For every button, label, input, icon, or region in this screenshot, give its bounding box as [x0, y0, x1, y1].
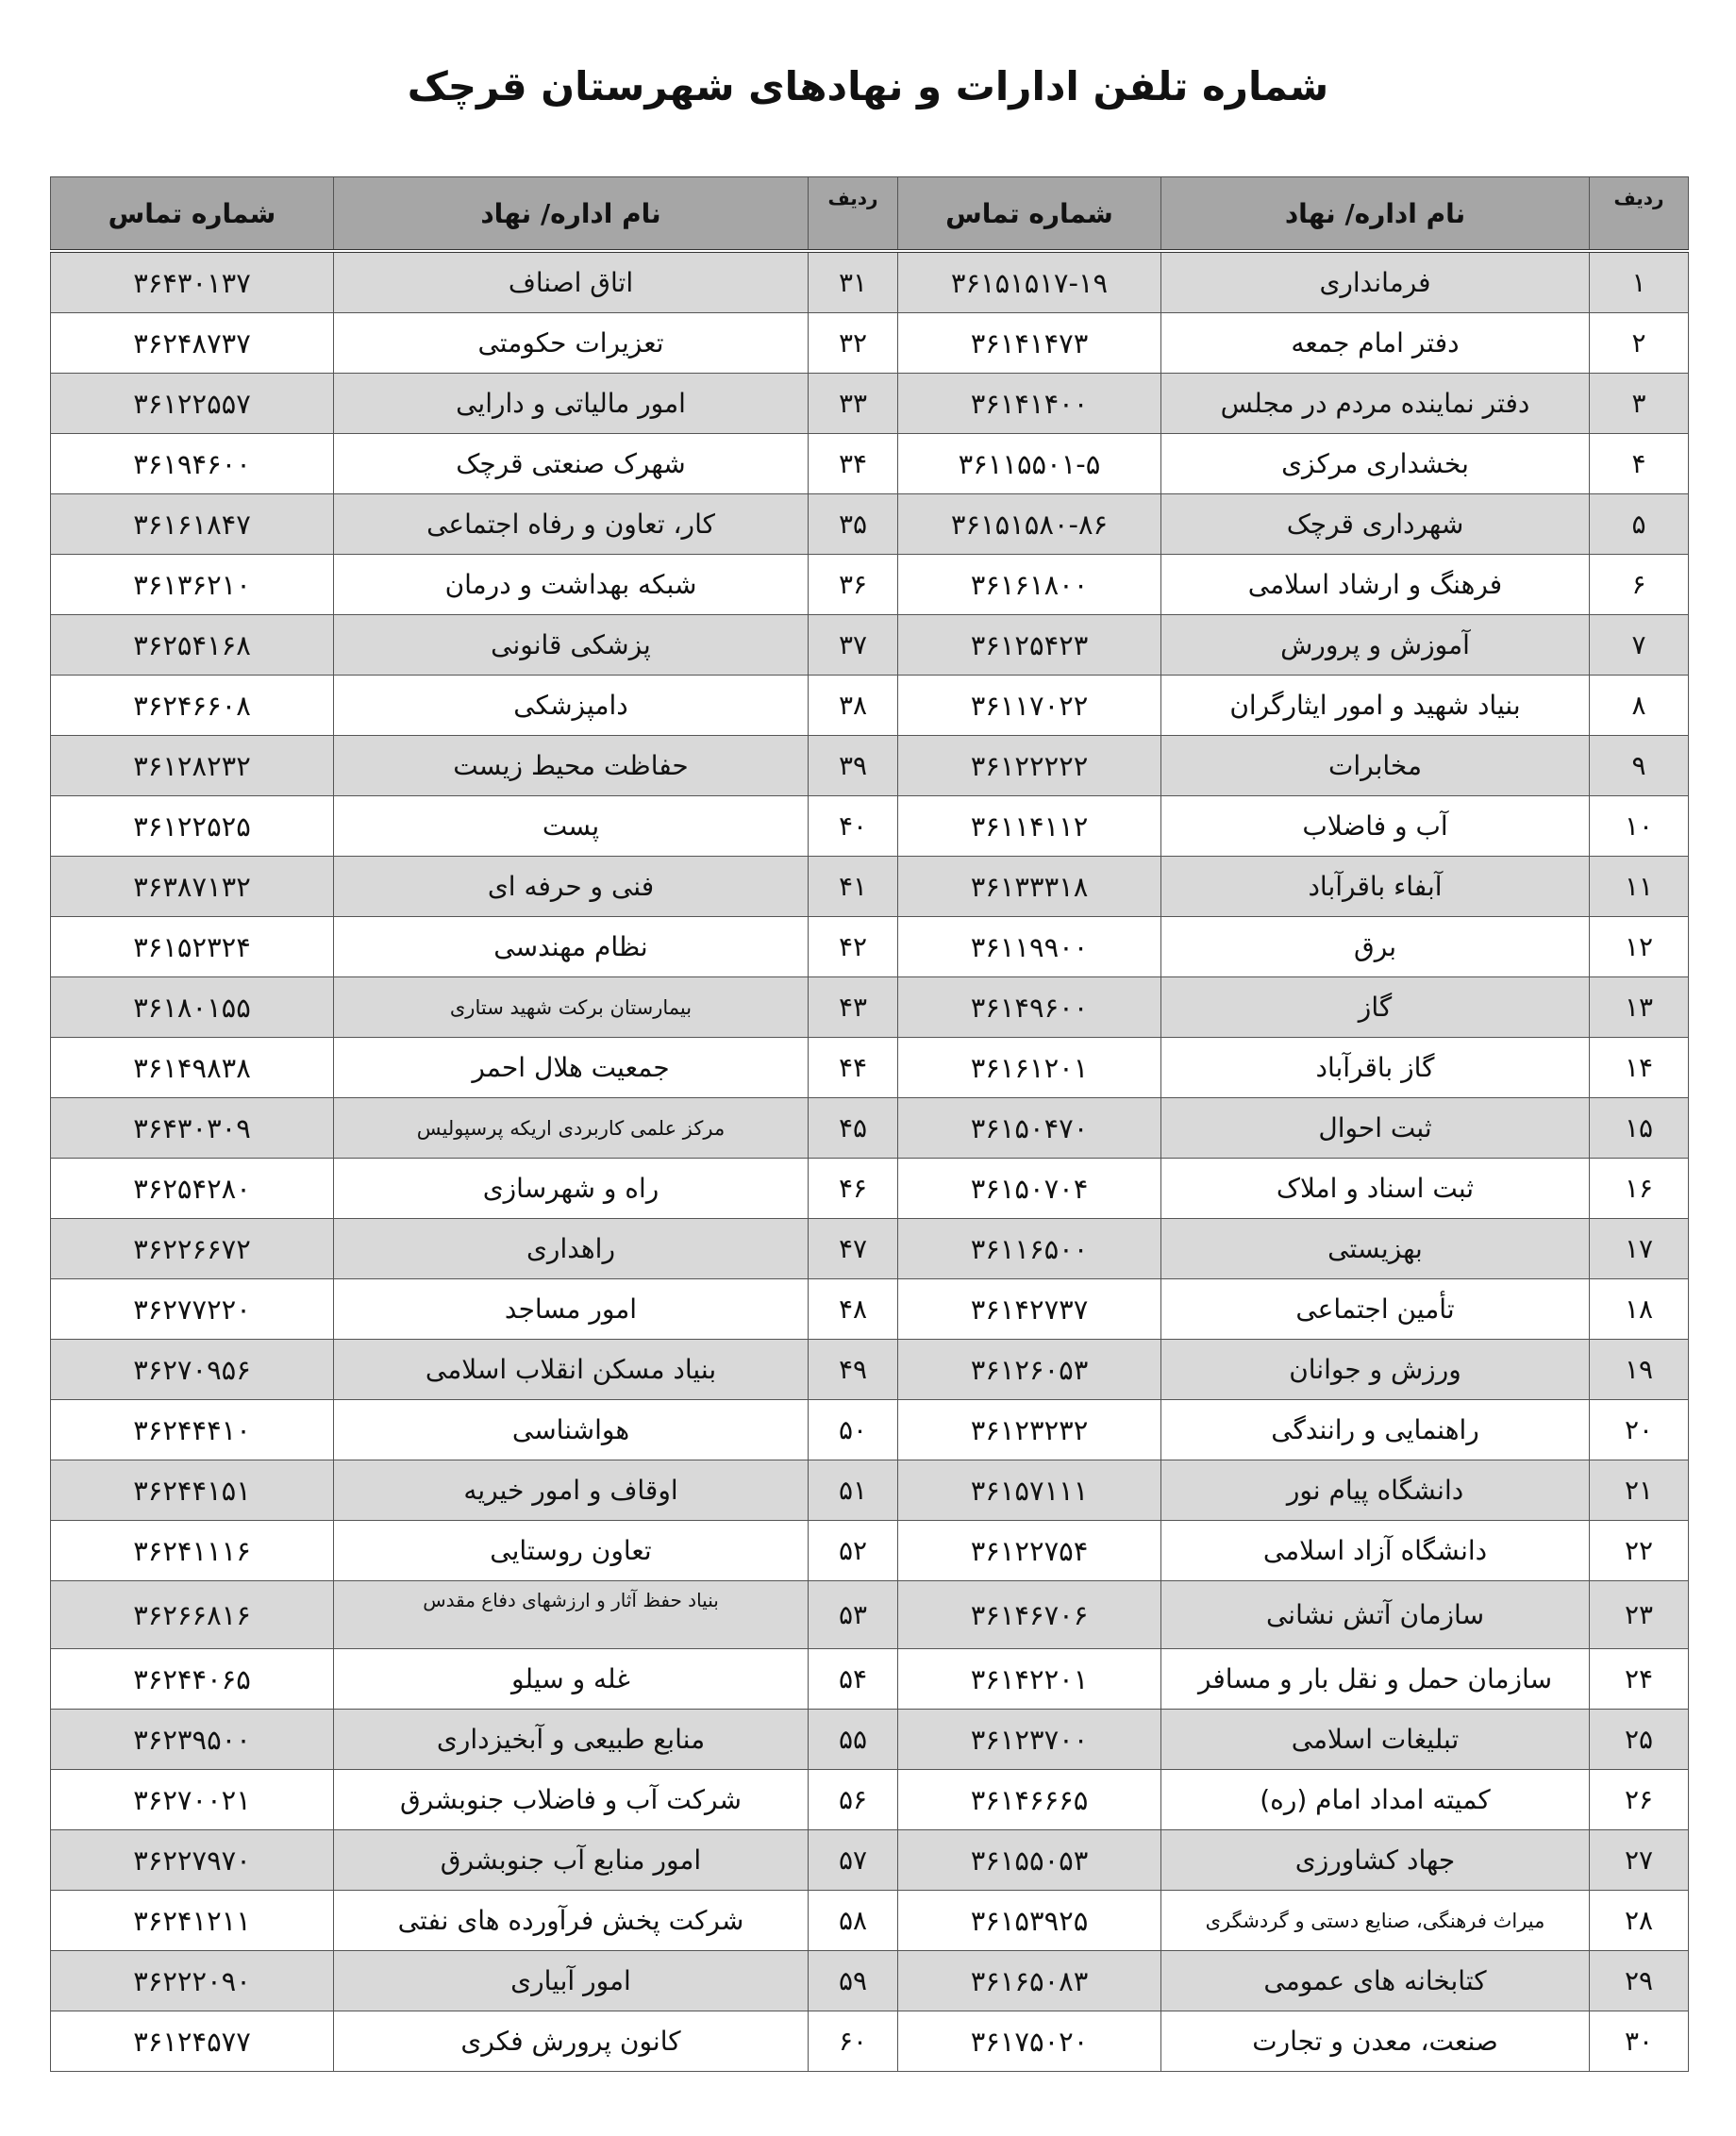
office-name-cell: بهزیستی [1161, 1219, 1590, 1279]
row-index-cell: ۸ [1590, 676, 1689, 736]
row-index-cell: ۵۵ [809, 1710, 898, 1770]
header-name-2: نام اداره/ نهاد [334, 177, 809, 252]
office-name-cell: گاز [1161, 977, 1590, 1038]
table-row [51, 251, 1689, 313]
phone-number-cell: ۳۶۱۲۵۴۲۳ [898, 615, 1161, 676]
row-index-cell: ۳۴ [809, 434, 898, 494]
phone-number-cell: ۳۶۱۵۵۰۵۳ [898, 1830, 1161, 1891]
table-row [51, 1770, 1689, 1830]
row-index-cell: ۳۰ [1590, 2011, 1689, 2072]
office-name-cell: دفتر نماینده مردم در مجلس [1161, 374, 1590, 434]
phone-number-cell: ۳۶۲۴۴۴۱۰ [51, 1400, 334, 1460]
row-index-cell: ۴۳ [809, 977, 898, 1038]
row-index-cell: ۴۴ [809, 1038, 898, 1098]
office-name-cell: آب و فاضلاب [1161, 796, 1590, 857]
office-name-cell: سازمان حمل و نقل بار و مسافر [1161, 1649, 1590, 1710]
office-name-cell: بیمارستان برکت شهید ستاری [334, 977, 809, 1038]
office-name-cell: آبفاء باقرآباد [1161, 857, 1590, 917]
office-name-cell: تعزیرات حکومتی [334, 313, 809, 374]
phone-number-cell: ۳۶۱۵۲۳۲۴ [51, 917, 334, 977]
phone-number-cell: ۳۶۱۵۱۵۱۷-۱۹ [898, 251, 1161, 313]
table-row [51, 1038, 1689, 1098]
row-index-cell: ۴۲ [809, 917, 898, 977]
row-index-cell: ۴۵ [809, 1098, 898, 1159]
phone-number-cell: ۳۶۱۲۳۷۰۰ [898, 1710, 1161, 1770]
row-index-cell: ۳۷ [809, 615, 898, 676]
office-name-cell: کار، تعاون و رفاه اجتماعی [334, 494, 809, 555]
row-index-cell: ۳۸ [809, 676, 898, 736]
phone-number-cell: ۳۶۲۲۲۰۹۰ [51, 1951, 334, 2011]
office-name-cell: شبکه بهداشت و درمان [334, 555, 809, 615]
office-name-cell: پست [334, 796, 809, 857]
phone-number-cell: ۳۶۱۵۷۱۱۱ [898, 1460, 1161, 1521]
row-index-cell: ۱۲ [1590, 917, 1689, 977]
phone-number-cell: ۳۶۱۸۰۱۵۵ [51, 977, 334, 1038]
office-name-cell: سازمان آتش نشانی [1161, 1581, 1590, 1649]
office-name-cell: برق [1161, 917, 1590, 977]
office-name-cell: امور مالیاتی و دارایی [334, 374, 809, 434]
header-index-2: ردیف [809, 177, 898, 252]
office-name-cell: بخشداری مرکزی [1161, 434, 1590, 494]
row-index-cell: ۹ [1590, 736, 1689, 796]
row-index-cell: ۱ [1590, 251, 1689, 313]
row-index-cell: ۴۹ [809, 1340, 898, 1400]
office-name-cell: فرمانداری [1161, 251, 1590, 313]
row-index-cell: ۵۹ [809, 1951, 898, 2011]
table-row [51, 796, 1689, 857]
office-name-cell: کتابخانه های عمومی [1161, 1951, 1590, 2011]
office-name-cell: صنعت، معدن و تجارت [1161, 2011, 1590, 2072]
row-index-cell: ۴۶ [809, 1159, 898, 1219]
row-index-cell: ۱۶ [1590, 1159, 1689, 1219]
table-row [51, 494, 1689, 555]
office-name-cell: راهداری [334, 1219, 809, 1279]
row-index-cell: ۷ [1590, 615, 1689, 676]
phone-number-cell: ۳۶۲۷۷۲۲۰ [51, 1279, 334, 1340]
phone-number-cell: ۳۶۱۶۵۰۸۳ [898, 1951, 1161, 2011]
office-name-cell: غله و سیلو [334, 1649, 809, 1710]
table-row [51, 313, 1689, 374]
row-index-cell: ۴ [1590, 434, 1689, 494]
row-index-cell: ۳۱ [809, 251, 898, 313]
row-index-cell: ۲۲ [1590, 1521, 1689, 1581]
row-index-cell: ۳۳ [809, 374, 898, 434]
phone-number-cell: ۳۶۲۵۴۱۶۸ [51, 615, 334, 676]
row-index-cell: ۵ [1590, 494, 1689, 555]
office-name-cell: شهرک صنعتی قرچک [334, 434, 809, 494]
table-row [51, 615, 1689, 676]
table-row [51, 555, 1689, 615]
phone-number-cell: ۳۶۱۴۹۸۳۸ [51, 1038, 334, 1098]
phone-number-cell: ۳۶۲۷۰۰۲۱ [51, 1770, 334, 1830]
table-row [51, 917, 1689, 977]
office-name-cell: دانشگاه پیام نور [1161, 1460, 1590, 1521]
row-index-cell: ۵۲ [809, 1521, 898, 1581]
row-index-cell: ۲۷ [1590, 1830, 1689, 1891]
phone-number-cell: ۳۶۱۴۹۶۰۰ [898, 977, 1161, 1038]
office-name-cell: اوقاف و امور خیریه [334, 1460, 809, 1521]
phone-number-cell: ۳۶۲۴۴۱۵۱ [51, 1460, 334, 1521]
table-row [51, 1279, 1689, 1340]
row-index-cell: ۱۰ [1590, 796, 1689, 857]
table-row [51, 977, 1689, 1038]
phone-number-cell: ۳۶۱۴۲۷۳۷ [898, 1279, 1161, 1340]
office-name-cell: تبلیغات اسلامی [1161, 1710, 1590, 1770]
phone-number-cell: ۳۶۲۲۷۹۷۰ [51, 1830, 334, 1891]
office-name-cell: امور آبیاری [334, 1951, 809, 2011]
row-index-cell: ۵۳ [809, 1581, 898, 1649]
header-phone-1: شماره تماس [898, 177, 1161, 252]
row-index-cell: ۱۹ [1590, 1340, 1689, 1400]
row-index-cell: ۲۱ [1590, 1460, 1689, 1521]
phone-number-cell: ۳۶۱۲۲۵۲۵ [51, 796, 334, 857]
phone-number-cell: ۳۶۱۱۵۵۰۱-۵ [898, 434, 1161, 494]
phone-directory-table [50, 176, 1689, 2072]
phone-number-cell: ۳۶۱۴۶۷۰۶ [898, 1581, 1161, 1649]
phone-number-cell: ۳۶۲۵۴۲۸۰ [51, 1159, 334, 1219]
row-index-cell: ۱۳ [1590, 977, 1689, 1038]
row-index-cell: ۲۰ [1590, 1400, 1689, 1460]
row-index-cell: ۵۴ [809, 1649, 898, 1710]
office-name-cell: گاز باقرآباد [1161, 1038, 1590, 1098]
office-name-cell: میراث فرهنگی، صنایع دستی و گردشگری [1161, 1891, 1590, 1951]
table-row [51, 1521, 1689, 1581]
phone-number-cell: ۳۶۱۹۴۶۰۰ [51, 434, 334, 494]
header-name-1: نام اداره/ نهاد [1161, 177, 1590, 252]
office-name-cell: دانشگاه آزاد اسلامی [1161, 1521, 1590, 1581]
phone-number-cell: ۳۶۲۴۱۱۱۶ [51, 1521, 334, 1581]
office-name-cell: جهاد کشاورزی [1161, 1830, 1590, 1891]
row-index-cell: ۴۰ [809, 796, 898, 857]
table-row [51, 1340, 1689, 1400]
phone-number-cell: ۳۶۱۶۱۸۰۰ [898, 555, 1161, 615]
office-name-cell: فرهنگ و ارشاد اسلامی [1161, 555, 1590, 615]
table-row [51, 1891, 1689, 1951]
row-index-cell: ۵۶ [809, 1770, 898, 1830]
header-index-1: ردیف [1590, 177, 1689, 252]
office-name-cell: جمعیت هلال احمر [334, 1038, 809, 1098]
phone-number-cell: ۳۶۱۲۲۷۵۴ [898, 1521, 1161, 1581]
row-index-cell: ۱۵ [1590, 1098, 1689, 1159]
row-index-cell: ۶۰ [809, 2011, 898, 2072]
row-index-cell: ۲۴ [1590, 1649, 1689, 1710]
phone-number-cell: ۳۶۲۶۶۸۱۶ [51, 1581, 334, 1649]
phone-number-cell: ۳۶۱۲۳۲۳۲ [898, 1400, 1161, 1460]
office-name-cell: راهنمایی و رانندگی [1161, 1400, 1590, 1460]
phone-number-cell: ۳۶۴۳۰۱۳۷ [51, 251, 334, 313]
office-name-cell: کانون پرورش فکری [334, 2011, 809, 2072]
office-name-cell: نظام مهندسی [334, 917, 809, 977]
phone-number-cell: ۳۶۱۵۰۷۰۴ [898, 1159, 1161, 1219]
phone-number-cell: ۳۶۲۴۴۰۶۵ [51, 1649, 334, 1710]
phone-number-cell: ۳۶۲۴۶۶۰۸ [51, 676, 334, 736]
office-name-cell: مرکز علمی کاربردی اریکه پرسپولیس [334, 1098, 809, 1159]
office-name-cell: پزشکی قانونی [334, 615, 809, 676]
office-name-cell: منابع طبیعی و آبخیزداری [334, 1710, 809, 1770]
phone-number-cell: ۳۶۲۷۰۹۵۶ [51, 1340, 334, 1400]
office-name-cell: تأمین اجتماعی [1161, 1279, 1590, 1340]
phone-number-cell: ۳۶۱۵۰۴۷۰ [898, 1098, 1161, 1159]
row-index-cell: ۱۸ [1590, 1279, 1689, 1340]
phone-number-cell: ۳۶۲۴۸۷۳۷ [51, 313, 334, 374]
office-name-cell: ورزش و جوانان [1161, 1340, 1590, 1400]
phone-number-cell: ۳۶۱۵۳۹۲۵ [898, 1891, 1161, 1951]
row-index-cell: ۱۱ [1590, 857, 1689, 917]
phone-number-cell: ۳۶۱۴۱۴۰۰ [898, 374, 1161, 434]
row-index-cell: ۱۷ [1590, 1219, 1689, 1279]
phone-number-cell: ۳۶۱۲۴۵۷۷ [51, 2011, 334, 2072]
row-index-cell: ۲ [1590, 313, 1689, 374]
office-name-cell: ثبت اسناد و املاک [1161, 1159, 1590, 1219]
table-row [51, 1460, 1689, 1521]
row-index-cell: ۴۱ [809, 857, 898, 917]
office-name-cell: اتاق اصناف [334, 251, 809, 313]
office-name-cell: بنیاد مسکن انقلاب اسلامی [334, 1340, 809, 1400]
row-index-cell: ۴۸ [809, 1279, 898, 1340]
table-row [51, 1159, 1689, 1219]
phone-number-cell: ۳۶۱۱۹۹۰۰ [898, 917, 1161, 977]
row-index-cell: ۵۱ [809, 1460, 898, 1521]
office-name-cell: بنیاد شهید و امور ایثارگران [1161, 676, 1590, 736]
office-name-cell: ثبت احوال [1161, 1098, 1590, 1159]
row-index-cell: ۲۳ [1590, 1581, 1689, 1649]
row-index-cell: ۲۹ [1590, 1951, 1689, 2011]
phone-number-cell: ۳۶۳۸۷۱۳۲ [51, 857, 334, 917]
office-name-cell: شرکت آب و فاضلاب جنوبشرق [334, 1770, 809, 1830]
row-index-cell: ۳۵ [809, 494, 898, 555]
row-index-cell: ۲۸ [1590, 1891, 1689, 1951]
phone-number-cell: ۳۶۱۱۴۱۱۲ [898, 796, 1161, 857]
row-index-cell: ۵۰ [809, 1400, 898, 1460]
phone-number-cell: ۳۶۱۶۱۸۴۷ [51, 494, 334, 555]
office-name-cell: هواشناسی [334, 1400, 809, 1460]
table-row [51, 1649, 1689, 1710]
row-index-cell: ۱۴ [1590, 1038, 1689, 1098]
table-row [51, 736, 1689, 796]
phone-number-cell: ۳۶۱۷۵۰۲۰ [898, 2011, 1161, 2072]
table-row [51, 676, 1689, 736]
row-index-cell: ۳۹ [809, 736, 898, 796]
office-name-cell: آموزش و پرورش [1161, 615, 1590, 676]
phone-number-cell: ۳۶۱۱۶۵۰۰ [898, 1219, 1161, 1279]
table-row [51, 1400, 1689, 1460]
phone-number-cell: ۳۶۲۳۹۵۰۰ [51, 1710, 334, 1770]
table-row [51, 1581, 1689, 1649]
office-name-cell: امور منابع آب جنوبشرق [334, 1830, 809, 1891]
phone-number-cell: ۳۶۲۴۱۲۱۱ [51, 1891, 334, 1951]
office-name-cell: راه و شهرسازی [334, 1159, 809, 1219]
phone-number-cell: ۳۶۱۲۸۲۳۲ [51, 736, 334, 796]
office-name-cell: دامپزشکی [334, 676, 809, 736]
row-index-cell: ۳۲ [809, 313, 898, 374]
office-name-cell: شهرداری قرچک [1161, 494, 1590, 555]
office-name-cell: بنیاد حفظ آثار و ارزشهای دفاع مقدس [334, 1581, 809, 1649]
row-index-cell: ۵۸ [809, 1891, 898, 1951]
row-index-cell: ۲۵ [1590, 1710, 1689, 1770]
header-phone-2: شماره تماس [51, 177, 334, 252]
row-index-cell: ۴۷ [809, 1219, 898, 1279]
office-name-cell: کمیته امداد امام (ره) [1161, 1770, 1590, 1830]
row-index-cell: ۲۶ [1590, 1770, 1689, 1830]
table-row [51, 1951, 1689, 2011]
phone-number-cell: ۳۶۱۳۶۲۱۰ [51, 555, 334, 615]
phone-number-cell: ۳۶۴۳۰۳۰۹ [51, 1098, 334, 1159]
office-name-cell: مخابرات [1161, 736, 1590, 796]
table-row [51, 1830, 1689, 1891]
table-row [51, 857, 1689, 917]
table-row [51, 434, 1689, 494]
phone-number-cell: ۳۶۱۲۶۰۵۳ [898, 1340, 1161, 1400]
phone-number-cell: ۳۶۱۵۱۵۸۰-۸۶ [898, 494, 1161, 555]
row-index-cell: ۵۷ [809, 1830, 898, 1891]
phone-number-cell: ۳۶۱۳۳۳۱۸ [898, 857, 1161, 917]
table-header-row [51, 177, 1689, 252]
office-name-cell: دفتر امام جمعه [1161, 313, 1590, 374]
row-index-cell: ۳ [1590, 374, 1689, 434]
table-row [51, 1219, 1689, 1279]
row-index-cell: ۶ [1590, 555, 1689, 615]
page-title: شماره تلفن ادارات و نهادهای شهرستان قرچک [407, 63, 1329, 109]
office-name-cell: تعاون روستایی [334, 1521, 809, 1581]
office-name-cell: شرکت پخش فرآورده های نفتی [334, 1891, 809, 1951]
phone-number-cell: ۳۶۱۱۷۰۲۲ [898, 676, 1161, 736]
phone-number-cell: ۳۶۱۴۲۲۰۱ [898, 1649, 1161, 1710]
phone-number-cell: ۳۶۱۶۱۲۰۱ [898, 1038, 1161, 1098]
phone-number-cell: ۳۶۱۴۱۴۷۳ [898, 313, 1161, 374]
table-row [51, 1710, 1689, 1770]
phone-number-cell: ۳۶۲۲۶۶۷۲ [51, 1219, 334, 1279]
row-index-cell: ۳۶ [809, 555, 898, 615]
office-name-cell: امور مساجد [334, 1279, 809, 1340]
phone-number-cell: ۳۶۱۲۲۲۲۲ [898, 736, 1161, 796]
office-name-cell: حفاظت محیط زیست [334, 736, 809, 796]
office-name-cell: فنی و حرفه ای [334, 857, 809, 917]
table-row [51, 374, 1689, 434]
phone-number-cell: ۳۶۱۴۶۶۶۵ [898, 1770, 1161, 1830]
table-row [51, 2011, 1689, 2072]
phone-number-cell: ۳۶۱۲۲۵۵۷ [51, 374, 334, 434]
table-row [51, 1098, 1689, 1159]
